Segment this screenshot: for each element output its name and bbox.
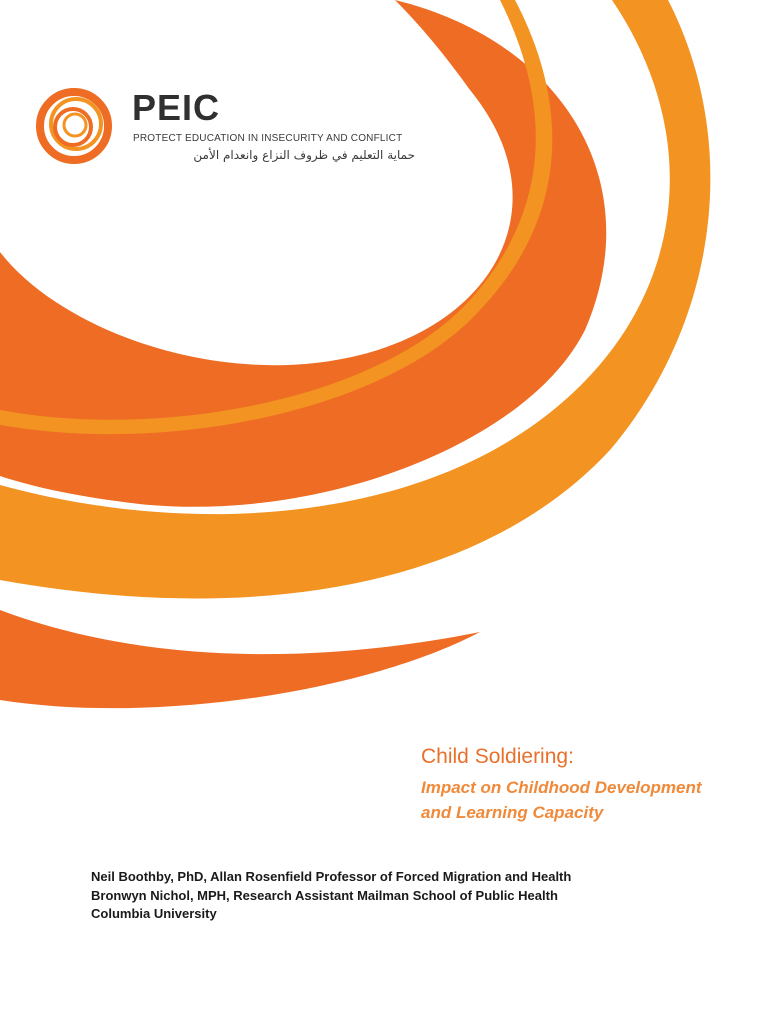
logo-tagline: PROTECT EDUCATION IN INSECURITY AND CONFLICT bbox=[133, 133, 403, 144]
report-title: Child Soldiering: bbox=[421, 745, 574, 768]
logo-name: PEIC bbox=[132, 87, 221, 128]
logo-arabic-tagline: حماية التعليم في ظروف النزاع وانعدام الأمن bbox=[193, 148, 415, 162]
peic-logo bbox=[32, 84, 432, 174]
swirl-band-lower bbox=[0, 610, 480, 708]
report-subtitle bbox=[421, 775, 768, 825]
author-line: Neil Boothby, PhD, Allan Rosenfield Professor of Forced Migration and Health bbox=[91, 869, 572, 884]
title-block bbox=[421, 743, 768, 825]
subtitle-line-1: Impact on Childhood Development bbox=[421, 778, 702, 797]
author-credits bbox=[91, 868, 571, 924]
affiliation-line: Columbia University bbox=[91, 906, 217, 921]
subtitle-line-2: and Learning Capacity bbox=[421, 803, 604, 822]
author-line: Bronwyn Nichol, MPH, Research Assistant Mailman School of Public Health bbox=[91, 887, 558, 903]
peic-swirl-logo-icon bbox=[32, 84, 116, 168]
